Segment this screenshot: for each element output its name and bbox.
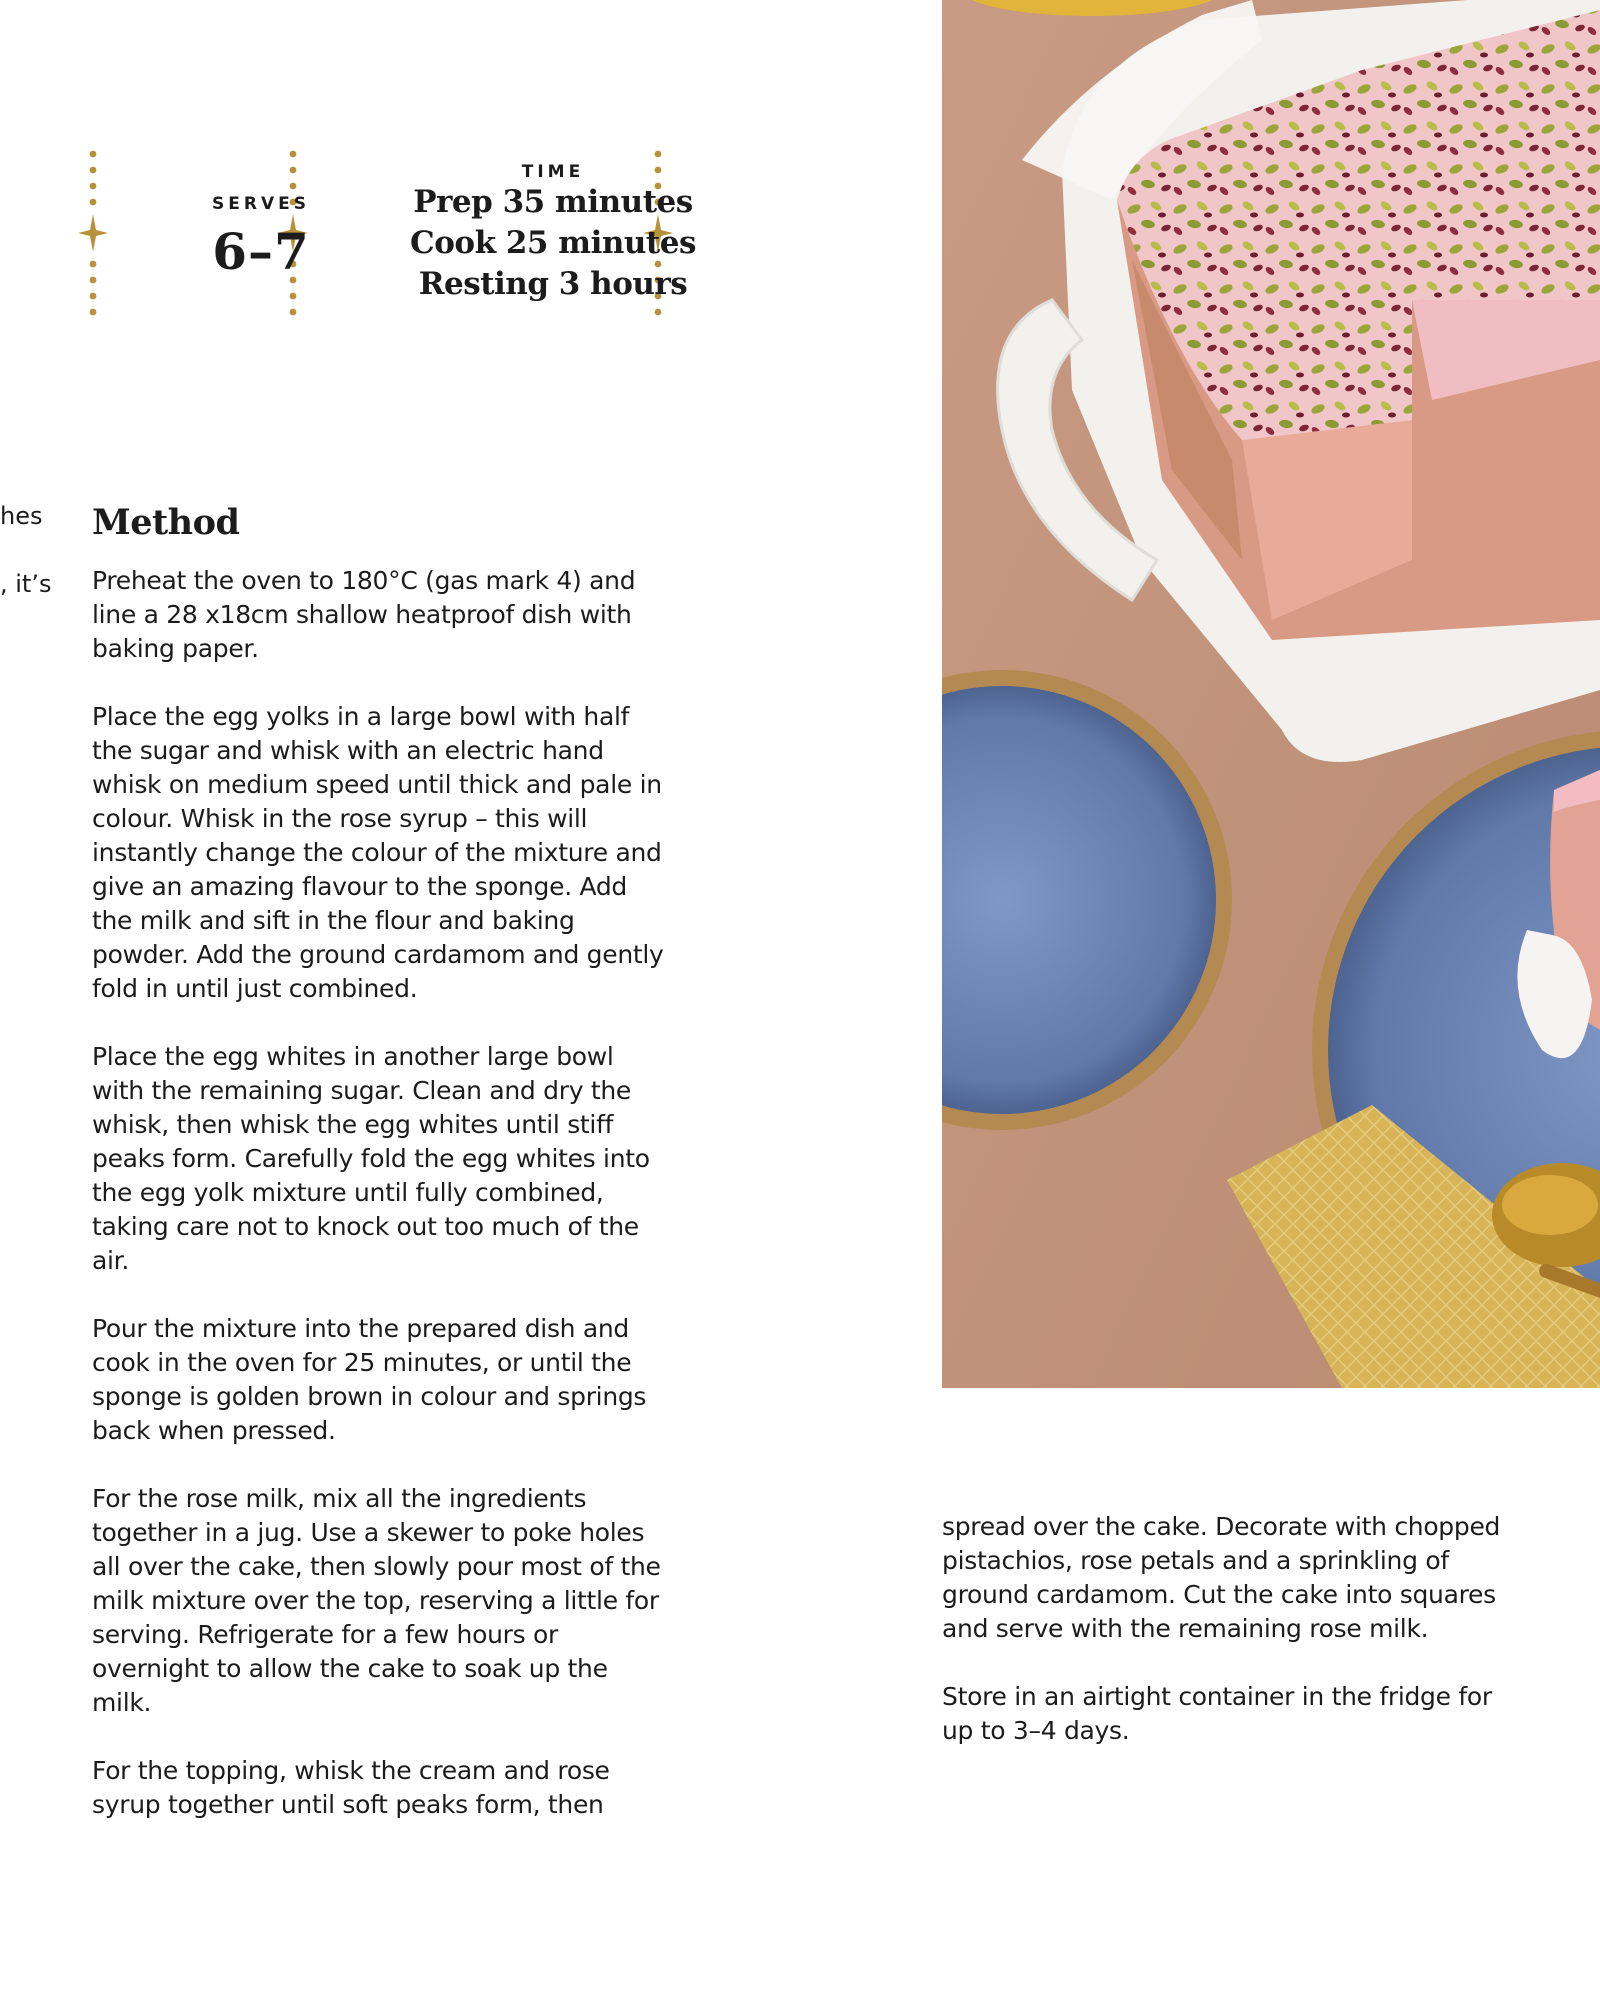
- prep-time: Prep 35 minutes: [413, 184, 693, 220]
- serves-block: [186, 194, 336, 281]
- cook-time: Cook 25 minutes: [410, 225, 696, 261]
- method-column-right: [942, 1510, 1502, 1782]
- method-step: For the topping, whisk the cream and rose syrup together until soft peaks form, then: [92, 1756, 610, 1819]
- method-heading: Method: [92, 502, 240, 543]
- serves-value: 6–7: [212, 222, 310, 281]
- time-block: [388, 162, 718, 305]
- method-step: spread over the cake. Decorate with chopped pistachios, rose petals and a sprinkling of ground cardamom. Cut the cake into squares and serve with the remaining rose milk.: [942, 1512, 1501, 1643]
- resting-time: Resting 3 hours: [418, 266, 688, 302]
- method-step: Preheat the oven to 180°C (gas mark 4) and line a 28 x18cm shallow heatproof dish with baking paper.: [92, 566, 636, 663]
- serves-label: SERVES: [212, 194, 310, 214]
- method-step: Place the egg whites in another large bowl with the remaining sugar. Clean and dry the whisk, then whisk the egg whites until stiff peaks form. Carefully fold the egg whites into the egg yolk mixture until fully combined, taking care not to knock out too much of the air.: [92, 1042, 650, 1275]
- cut-off-text: hes: [0, 502, 43, 530]
- method-step: Place the egg yolks in a large bowl with half the sugar and whisk with an electric hand whisk on medium speed until thick and pale in colour. Whisk in the rose syrup – this will instantly change the colour of the mixture and give an amazing flavour to the sponge. Add the milk and sift in the flour and baking powder. Add the ground cardamom and gently fold in until just combined.: [92, 702, 664, 1003]
- method-step: Pour the mixture into the prepared dish and cook in the oven for 25 minutes, or until the sponge is golden brown in colour and springs back when pressed.: [92, 1314, 647, 1445]
- cut-off-text: , it’s: [0, 570, 52, 598]
- method-step: Store in an airtight container in the fridge for up to 3–4 days.: [942, 1682, 1492, 1745]
- method-step: For the rose milk, mix all the ingredients together in a jug. Use a skewer to poke holes all over the cake, then slowly pour most of the milk mixture over the top, reserving a little for serving. Refrigerate for a few hours or overnight to allow the cake to soak up the milk.: [92, 1484, 661, 1717]
- cake-photo: [942, 0, 1600, 1388]
- method-column-left: [92, 564, 672, 1856]
- dotted-star-divider: [78, 148, 108, 318]
- time-label: TIME: [521, 162, 585, 182]
